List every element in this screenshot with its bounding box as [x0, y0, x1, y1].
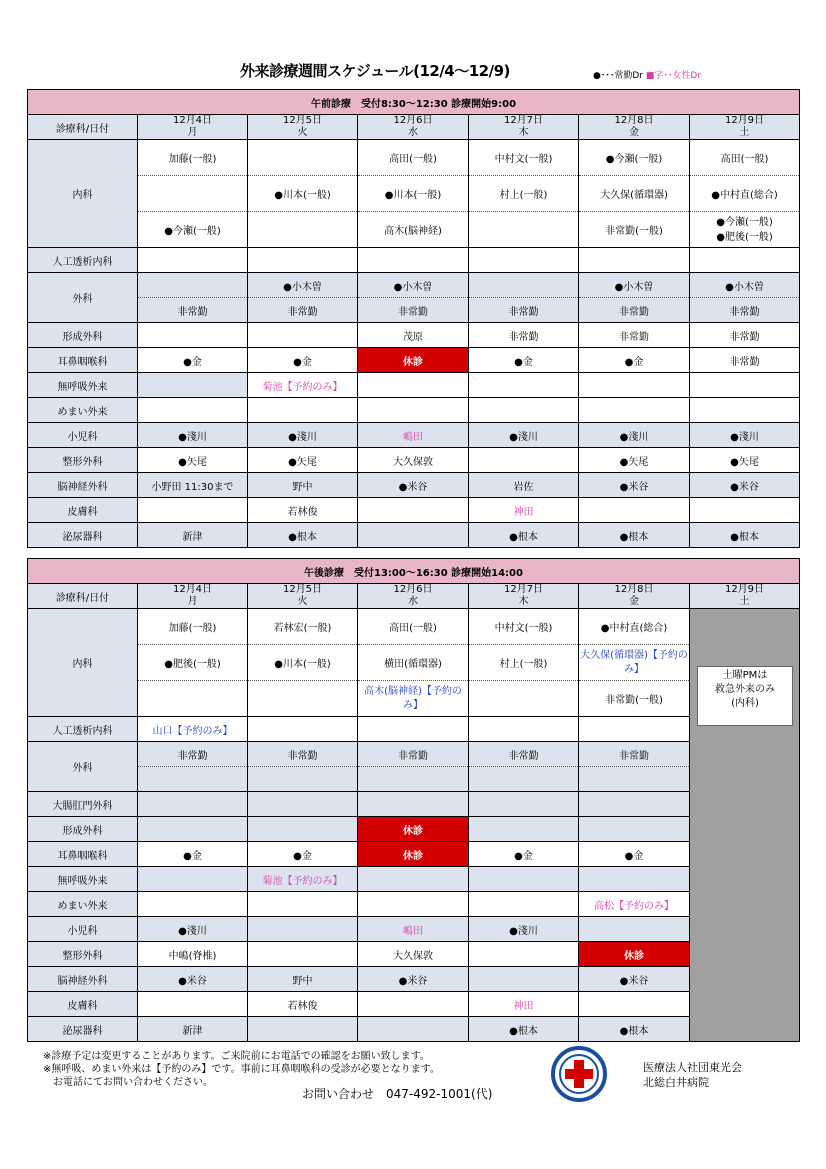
cell: ●金 [579, 348, 690, 373]
text: 12月4日 [172, 584, 213, 595]
text: 12月4日 [172, 115, 213, 126]
cell [138, 992, 248, 1017]
cell: 人工透析内科 [28, 717, 138, 742]
text: お電話にてお問い合わせください。 [43, 1077, 213, 1088]
dept-keisei: 形成外科 [28, 323, 138, 348]
pm-schedule-table [27, 558, 800, 1042]
cell: 非常勤 [358, 742, 469, 767]
cell [358, 584, 469, 609]
cell: ●矢尾 [579, 448, 690, 473]
cell [579, 917, 690, 942]
day-header [579, 115, 690, 140]
text: ●肥後(一般) [716, 231, 773, 243]
cell [358, 792, 469, 817]
cell: ●根本 [579, 523, 690, 548]
cell: 若林俊 [248, 992, 358, 1017]
cell [690, 498, 800, 523]
cell: ●川本(一般) [248, 645, 358, 681]
text: 北総白井病院 [643, 1076, 709, 1089]
legend-female: ■字･･女性Dr [645, 71, 701, 81]
dept-jibi: 耳鼻咽喉科 [28, 348, 138, 373]
cell: 高田(一般) [358, 609, 469, 645]
cell [469, 767, 579, 792]
cell: 大久保敦 [358, 448, 469, 473]
cell [579, 498, 690, 523]
cell: ●川本(一般) [248, 176, 358, 212]
closed-badge: 休診 [358, 348, 469, 373]
dept-seikei: 整形外科 [28, 448, 138, 473]
day-header [469, 115, 579, 140]
cell: 非常勤 [358, 298, 469, 323]
cell [248, 248, 358, 273]
text: 土曜PMは [722, 670, 768, 681]
cell: ●根本 [690, 523, 800, 548]
cell: 耳鼻咽喉科 [28, 842, 138, 867]
cell [358, 373, 469, 398]
text: 医療法人社団東光会 [643, 1061, 742, 1074]
cell: ●小木曽 [358, 273, 469, 298]
cell: ●川本(一般) [358, 176, 469, 212]
cell: 岩佐 [469, 473, 579, 498]
cell: ●小木曽 [690, 273, 800, 298]
cell [358, 398, 469, 423]
cell [690, 584, 800, 609]
cell: 高田(一般) [358, 140, 469, 176]
cell: 非常勤 [469, 298, 579, 323]
cell [248, 942, 358, 967]
notes [43, 1050, 440, 1089]
dept-memai: めまい外来 [28, 398, 138, 423]
dept-naika: 内科 [28, 140, 138, 248]
col-header: 診療科/日付 [28, 115, 138, 140]
cell: 野中 [248, 967, 358, 992]
text: (内科) [731, 698, 759, 709]
dept-shoni: 小児科 [28, 423, 138, 448]
text: 木 [518, 127, 529, 138]
cell [358, 767, 469, 792]
text: 水 [408, 127, 418, 138]
text: 12月9日 [724, 584, 765, 595]
day-header [138, 115, 248, 140]
day-header [248, 115, 358, 140]
dept-geka: 外科 [28, 273, 138, 323]
cell: ●肥後(一般) [138, 645, 248, 681]
hospital-logo-icon [551, 1046, 607, 1102]
cell: ●今瀬(一般) [138, 212, 248, 248]
cell [248, 717, 358, 742]
cell: 神田 [469, 498, 579, 523]
cell: ●根本 [469, 1017, 579, 1042]
text: ※無呼吸、めまい外来は【予約のみ】です。事前に耳鼻咽喉科の受診が必要となります。 [43, 1064, 440, 1075]
saturday-pm-note [697, 666, 793, 726]
cell [248, 792, 358, 817]
text: 金 [629, 596, 639, 607]
cell [579, 792, 690, 817]
cell [138, 323, 248, 348]
cell [579, 248, 690, 273]
cell [248, 892, 358, 917]
cell [248, 398, 358, 423]
cell: 非常勤 [248, 298, 358, 323]
dept-jinko: 人工透析内科 [28, 248, 138, 273]
text: 救急外来のみ [715, 684, 775, 695]
cell: ●金 [138, 842, 248, 867]
text: 12月5日 [282, 115, 323, 126]
cell [469, 398, 579, 423]
text: 12月8日 [614, 584, 654, 595]
dept-hinyo: 泌尿器科 [28, 523, 138, 548]
cell: 山口【予約のみ】 [138, 717, 248, 742]
cell: ●米谷 [358, 967, 469, 992]
cell: ●金 [138, 348, 248, 373]
legend [593, 68, 701, 81]
cell [469, 942, 579, 967]
cell: 小児科 [28, 917, 138, 942]
text: 月 [187, 596, 198, 607]
cell [138, 373, 248, 398]
cell: 中嶋(脊椎) [138, 942, 248, 967]
cell: ●矢尾 [138, 448, 248, 473]
text: 火 [297, 596, 308, 607]
cell [579, 584, 690, 609]
cell: 嶋田 [358, 423, 469, 448]
cell: 新津 [138, 523, 248, 548]
cell [579, 717, 690, 742]
cell: めまい外来 [28, 892, 138, 917]
cell: ●淺川 [690, 423, 800, 448]
cell [579, 373, 690, 398]
text: 月 [187, 127, 198, 138]
cell [138, 398, 248, 423]
cell: ●根本 [579, 1017, 690, 1042]
cell [469, 717, 579, 742]
cell: 神田 [469, 992, 579, 1017]
cell: 診療科/日付 [28, 584, 138, 609]
cell: 若林俊 [248, 498, 358, 523]
cell [690, 373, 800, 398]
cell [248, 140, 358, 176]
cell [469, 212, 579, 248]
cell: 小野田 11:30まで [138, 473, 248, 498]
cell [358, 867, 469, 892]
cell [579, 867, 690, 892]
cell [138, 892, 248, 917]
cell: 菊池【予約のみ】 [248, 373, 358, 398]
cell: ●金 [579, 842, 690, 867]
text: 12月7日 [503, 115, 544, 126]
cell: ●米谷 [690, 473, 800, 498]
cell: 村上(一般) [469, 176, 579, 212]
cell: 大久保(循環器)【予約のみ】 [579, 645, 690, 681]
cell [469, 967, 579, 992]
cell: 非常勤 [579, 298, 690, 323]
day-header [358, 115, 469, 140]
cell: ●矢尾 [690, 448, 800, 473]
pm-header: 午後診療 受付13:00〜16:30 診療開始14:00 [28, 559, 800, 584]
cell [690, 212, 800, 248]
cell: 皮膚科 [28, 992, 138, 1017]
cell [138, 867, 248, 892]
cell [248, 212, 358, 248]
text: 12月6日 [393, 115, 433, 126]
cell: 大久保(循環器) [579, 176, 690, 212]
cell: ●金 [469, 842, 579, 867]
cell [469, 373, 579, 398]
cell [358, 248, 469, 273]
cell [469, 448, 579, 473]
cell [248, 584, 358, 609]
cell [138, 767, 248, 792]
cell: 非常勤 [579, 323, 690, 348]
cell: 高松【予約のみ】 [579, 892, 690, 917]
text: 金 [629, 127, 639, 138]
cell: ●淺川 [579, 423, 690, 448]
cell: 休診 [358, 817, 469, 842]
cell [248, 1017, 358, 1042]
cell: ●小木曽 [579, 273, 690, 298]
cell: ●小木曽 [248, 273, 358, 298]
cell: 菊池【予約のみ】 [248, 867, 358, 892]
cell: ●矢尾 [248, 448, 358, 473]
cell: ●淺川 [138, 917, 248, 942]
text: 水 [408, 596, 418, 607]
cell: 若林宏(一般) [248, 609, 358, 645]
cell [469, 817, 579, 842]
text: 火 [297, 127, 308, 138]
cell [248, 817, 358, 842]
contact-phone: お問い合わせ 047-492-1001(代) [302, 1087, 493, 1101]
cell [248, 767, 358, 792]
cell: 休診 [579, 942, 690, 967]
cell: ●今瀬(一般) [579, 140, 690, 176]
cell: 泌尿器科 [28, 1017, 138, 1042]
cell: 野中 [248, 473, 358, 498]
cell [358, 992, 469, 1017]
cell: 高木(脳神経)【予約のみ】 [358, 681, 469, 717]
cell [469, 792, 579, 817]
cell [138, 498, 248, 523]
cell: 横田(循環器) [358, 645, 469, 681]
cell: 村上(一般) [469, 645, 579, 681]
cell: 非常勤 [469, 323, 579, 348]
cell: ●中村直(総合) [690, 176, 800, 212]
cell: 高田(一般) [690, 140, 800, 176]
cell [358, 523, 469, 548]
cell: 無呼吸外来 [28, 867, 138, 892]
text: 12月6日 [393, 584, 433, 595]
cell [358, 717, 469, 742]
cell [469, 681, 579, 717]
cell: 嶋田 [358, 917, 469, 942]
cell [690, 248, 800, 273]
cell: 加藤(一般) [138, 609, 248, 645]
cell: ●金 [469, 348, 579, 373]
cell [248, 323, 358, 348]
cell [579, 817, 690, 842]
text: 木 [518, 596, 529, 607]
cell [469, 867, 579, 892]
cell: 大久保敦 [358, 942, 469, 967]
cell: 形成外科 [28, 817, 138, 842]
cell: 非常勤 [690, 298, 800, 323]
dept-hifu: 皮膚科 [28, 498, 138, 523]
am-header: 午前診療 受付8:30〜12:30 診療開始9:00 [28, 90, 800, 115]
cell: 加藤(一般) [138, 140, 248, 176]
cell: 茂原 [358, 323, 469, 348]
cell: ●根本 [248, 523, 358, 548]
cell: 中村文(一般) [469, 609, 579, 645]
cell: ●金 [248, 842, 358, 867]
cell: ●淺川 [469, 917, 579, 942]
dept-mukokyu: 無呼吸外来 [28, 373, 138, 398]
cell: 外科 [28, 742, 138, 792]
am-schedule-table [27, 89, 800, 548]
cell [138, 248, 248, 273]
cell [469, 892, 579, 917]
cell: ●米谷 [358, 473, 469, 498]
cell: 休診 [358, 842, 469, 867]
cell: 非常勤 [469, 742, 579, 767]
cell: 非常勤 [690, 323, 800, 348]
text: ※診療予定は変更することがあります。ご来院前にお電話での確認をお願い致します。 [43, 1051, 430, 1062]
text: ●今瀬(一般) [716, 216, 773, 228]
dept-noshinkei: 脳神経外科 [28, 473, 138, 498]
cell: 整形外科 [28, 942, 138, 967]
cell [469, 273, 579, 298]
cell: ●淺川 [138, 423, 248, 448]
cell [358, 892, 469, 917]
cell: ●米谷 [579, 473, 690, 498]
cell: 脳神経外科 [28, 967, 138, 992]
cell [579, 398, 690, 423]
text: 12月7日 [503, 584, 544, 595]
cell [138, 176, 248, 212]
cell: 中村文(一般) [469, 140, 579, 176]
text: 土 [739, 127, 750, 138]
organization [643, 1060, 742, 1090]
page-title: 外来診療週間スケジュール(12/4〜12/9) [240, 62, 510, 80]
cell [138, 817, 248, 842]
text: 12月5日 [282, 584, 323, 595]
cell: ●淺川 [248, 423, 358, 448]
cell: ●淺川 [469, 423, 579, 448]
dept-naika: 内科 [28, 609, 138, 717]
cell: 非常勤(一般) [579, 681, 690, 717]
cell [138, 273, 248, 298]
cell: 非常勤 [690, 348, 800, 373]
day-header [690, 115, 800, 140]
cell: 非常勤 [138, 742, 248, 767]
cell [469, 584, 579, 609]
cell: 非常勤 [579, 742, 690, 767]
cell [138, 792, 248, 817]
cell: ●米谷 [579, 967, 690, 992]
text: 土 [739, 596, 750, 607]
cell [248, 681, 358, 717]
legend-regular: ●･･･常勤Dr [593, 71, 643, 81]
cell [138, 584, 248, 609]
text: 12月8日 [614, 115, 654, 126]
cell [579, 767, 690, 792]
cell: 非常勤 [138, 298, 248, 323]
cell [358, 1017, 469, 1042]
cell [579, 992, 690, 1017]
cell [690, 398, 800, 423]
cell: 非常勤 [248, 742, 358, 767]
cell: 新津 [138, 1017, 248, 1042]
cell: ●金 [248, 348, 358, 373]
cell: ●米谷 [138, 967, 248, 992]
cell [469, 248, 579, 273]
cell: 非常勤(一般) [579, 212, 690, 248]
cell [248, 917, 358, 942]
cell: 大腸肛門外科 [28, 792, 138, 817]
cell: ●根本 [469, 523, 579, 548]
text: 12月9日 [724, 115, 765, 126]
cell [358, 498, 469, 523]
cell: ●中村直(総合) [579, 609, 690, 645]
cell: 高木(脳神経) [358, 212, 469, 248]
cell [138, 681, 248, 717]
